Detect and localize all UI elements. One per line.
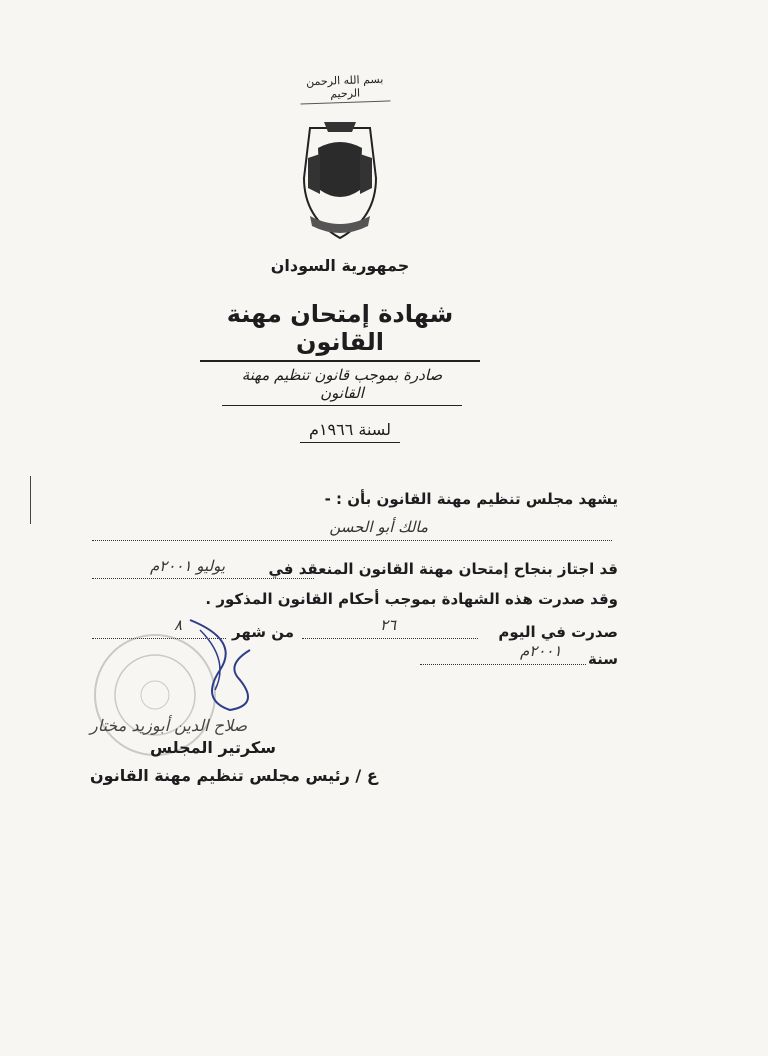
exam-line: قد اجتاز بنجاح إمتحان مهنة القانون المنعقد في [268, 560, 618, 578]
exam-date-dotted-line [92, 578, 314, 579]
exam-date: يوليو ٢٠٠١م [150, 557, 226, 575]
attestation-line: يشهد مجلس تنظيم مهنة القانون بأن : - [324, 490, 618, 508]
certificate-subtitle: صادرة بموجب قانون تنظيم مهنة القانون [222, 366, 462, 406]
issued-year: ٢٠٠١م [520, 642, 562, 660]
issuance-line: وقد صدرت هذه الشهادة بموجب أحكام القانون المذكور . [205, 590, 618, 608]
year-dotted-line [420, 664, 586, 665]
signature-scribble-icon [170, 610, 280, 720]
name-dotted-line [92, 540, 612, 541]
issued-day-label: صدرت في اليوم [498, 623, 618, 641]
law-year: لسنة ١٩٦٦م [300, 420, 400, 443]
signatory-behalf: ع / رئيس مجلس تنظيم مهنة القانون [90, 766, 378, 785]
signatory-name: صلاح الدين أبوزيد مختار [90, 716, 248, 735]
issued-month: ٨ [174, 616, 183, 634]
signatory-role: سكرتير المجلس [150, 738, 276, 757]
sudan-emblem-icon [290, 108, 390, 248]
day-dotted-line [302, 638, 478, 639]
margin-mark [30, 476, 31, 524]
issued-year-label: سنة [588, 650, 618, 668]
issued-day: ٢٦ [380, 616, 397, 634]
certificate-title: شهادة إمتحان مهنة القانون [200, 300, 480, 362]
candidate-name: مالك أبو الحسن [329, 518, 428, 536]
country-name: جمهورية السودان [270, 256, 410, 275]
issued-month-label: من شهر [232, 623, 294, 641]
basmala-text: بسم الله الرحمن الرحيم [300, 72, 391, 104]
